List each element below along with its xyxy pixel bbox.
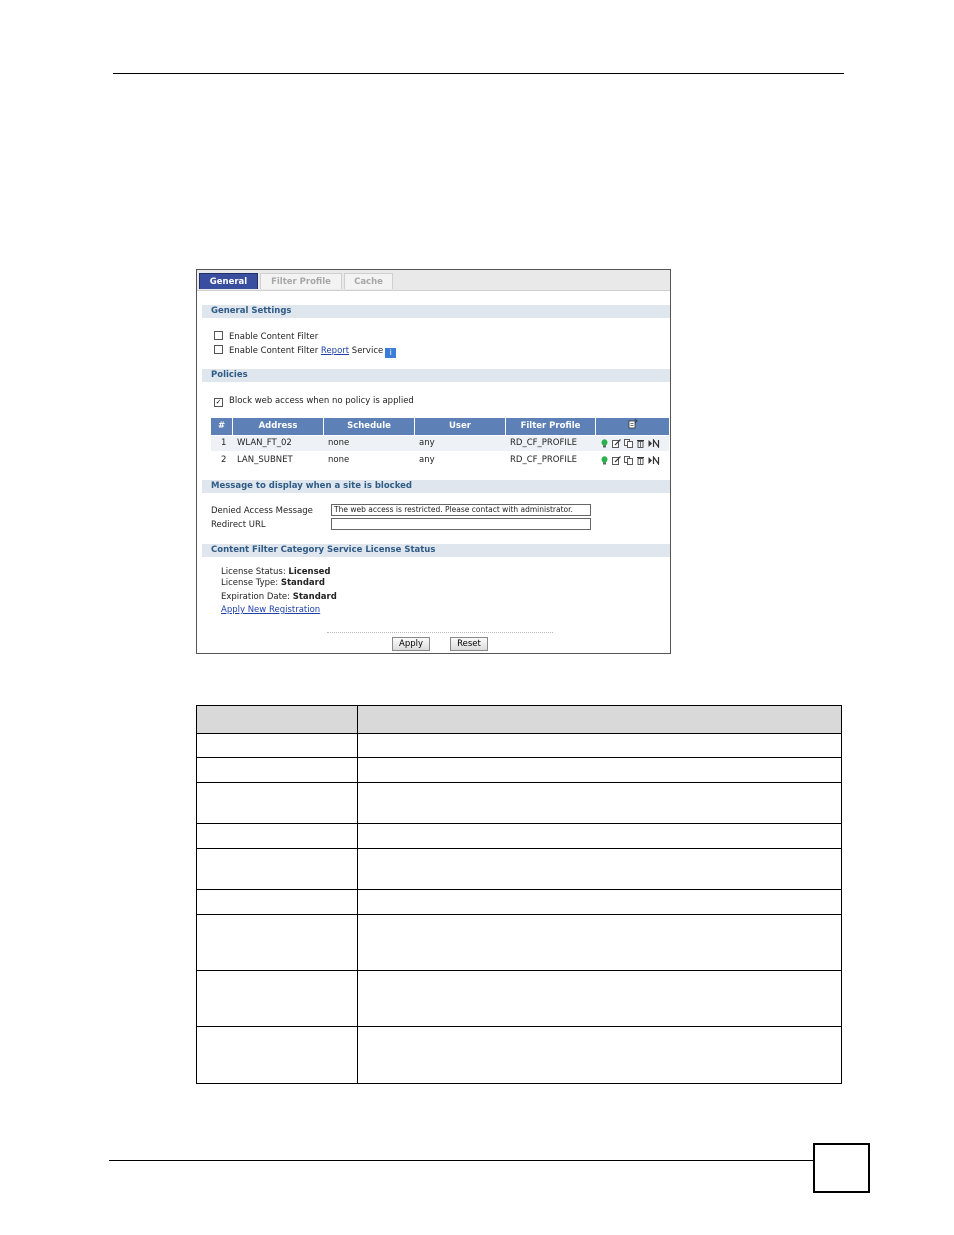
block-no-policy-label: Block web access when no policy is applied [229, 396, 414, 406]
table-border [196, 1026, 842, 1027]
status-bulb-icon[interactable] [600, 456, 609, 465]
description-table-header [196, 705, 842, 733]
policies-header: Policies [202, 369, 670, 382]
table-border [196, 733, 842, 734]
row-user: any [419, 455, 435, 465]
table-border [357, 705, 358, 1084]
move-icon[interactable] [648, 456, 660, 465]
tab-filter-profile[interactable]: Filter Profile [260, 273, 342, 289]
table-border [196, 970, 842, 971]
table-border [196, 782, 842, 783]
divider [327, 632, 553, 633]
expiration-date-value: Standard [292, 592, 337, 602]
tab-bar [197, 270, 670, 291]
table-border [196, 1083, 842, 1084]
block-no-policy-row [214, 395, 414, 407]
reset-button[interactable]: Reset [450, 637, 488, 651]
row-num: 1 [221, 438, 227, 448]
status-bulb-icon[interactable] [600, 439, 609, 448]
table-border [841, 705, 842, 1084]
blocked-message-header: Message to display when a site is blocked [202, 480, 670, 493]
apply-button[interactable]: Apply [392, 637, 430, 651]
expiration-date-label: Expiration Date: [221, 592, 293, 602]
denied-access-label: Denied Access Message [211, 506, 313, 516]
row-address: LAN_SUBNET [237, 455, 293, 465]
col-filter-profile: Filter Profile [506, 418, 596, 435]
page-number-box [813, 1143, 870, 1193]
row-profile: RD_CF_PROFILE [510, 438, 577, 448]
col-schedule: Schedule [324, 418, 415, 435]
header-rule [113, 73, 844, 74]
move-icon[interactable] [648, 439, 660, 448]
table-border [196, 914, 842, 915]
table-border [196, 705, 842, 706]
enable-content-filter-checkbox[interactable] [214, 331, 223, 340]
row-address: WLAN_FT_02 [237, 438, 292, 448]
info-icon[interactable]: i [385, 348, 396, 358]
edit-icon[interactable] [612, 439, 621, 448]
apply-new-registration-link[interactable]: Apply New Registration [221, 605, 321, 615]
col-user: User [415, 418, 506, 435]
license-status-value: Licensed [288, 567, 331, 577]
enable-content-filter-row [214, 331, 318, 343]
copy-icon[interactable] [624, 439, 633, 448]
enable-report-service-row [214, 345, 396, 357]
general-settings-header: General Settings [202, 305, 670, 318]
table-row [211, 453, 669, 468]
row-profile: RD_CF_PROFILE [510, 455, 577, 465]
table-row [211, 436, 669, 451]
col-add-icon[interactable] [596, 418, 669, 435]
col-address: Address [233, 418, 324, 435]
report-service-label-prefix: Enable Content Filter [229, 346, 321, 356]
footer-rule [109, 1160, 814, 1161]
denied-access-input[interactable]: The web access is restricted. Please contact with administrator. [331, 504, 591, 516]
license-status-label: License Status: [221, 567, 289, 577]
content-filter-panel [196, 269, 671, 654]
row-user: any [419, 438, 435, 448]
expiration-date-row [221, 591, 337, 603]
tab-cache[interactable]: Cache [344, 273, 393, 289]
delete-icon[interactable] [636, 439, 645, 448]
license-status-header: Content Filter Category Service License Status [202, 544, 670, 557]
redirect-url-input[interactable] [331, 518, 591, 530]
policies-table-header [211, 418, 669, 435]
table-border [196, 848, 842, 849]
copy-icon[interactable] [624, 456, 633, 465]
block-no-policy-checkbox[interactable]: ✓ [215, 398, 222, 406]
enable-content-filter-label: Enable Content Filter [229, 332, 319, 342]
redirect-url-label: Redirect URL [211, 520, 266, 530]
enable-report-service-checkbox[interactable] [214, 345, 223, 354]
row-schedule: none [328, 438, 350, 448]
description-table [196, 705, 842, 1084]
add-entry-icon[interactable] [628, 419, 638, 429]
report-service-label-suffix: Service [349, 346, 384, 356]
table-border [196, 757, 842, 758]
edit-icon[interactable] [612, 456, 621, 465]
tab-general[interactable]: General [199, 273, 258, 289]
table-border [196, 705, 197, 1084]
col-num: # [211, 418, 233, 435]
delete-icon[interactable] [636, 456, 645, 465]
license-type-label: License Type: [221, 578, 281, 588]
table-border [196, 889, 842, 890]
license-type-row [221, 577, 325, 589]
license-type-value: Standard [280, 578, 325, 588]
row-schedule: none [328, 455, 350, 465]
table-border [196, 823, 842, 824]
row-num: 2 [221, 455, 227, 465]
report-link[interactable]: Report [320, 346, 350, 356]
